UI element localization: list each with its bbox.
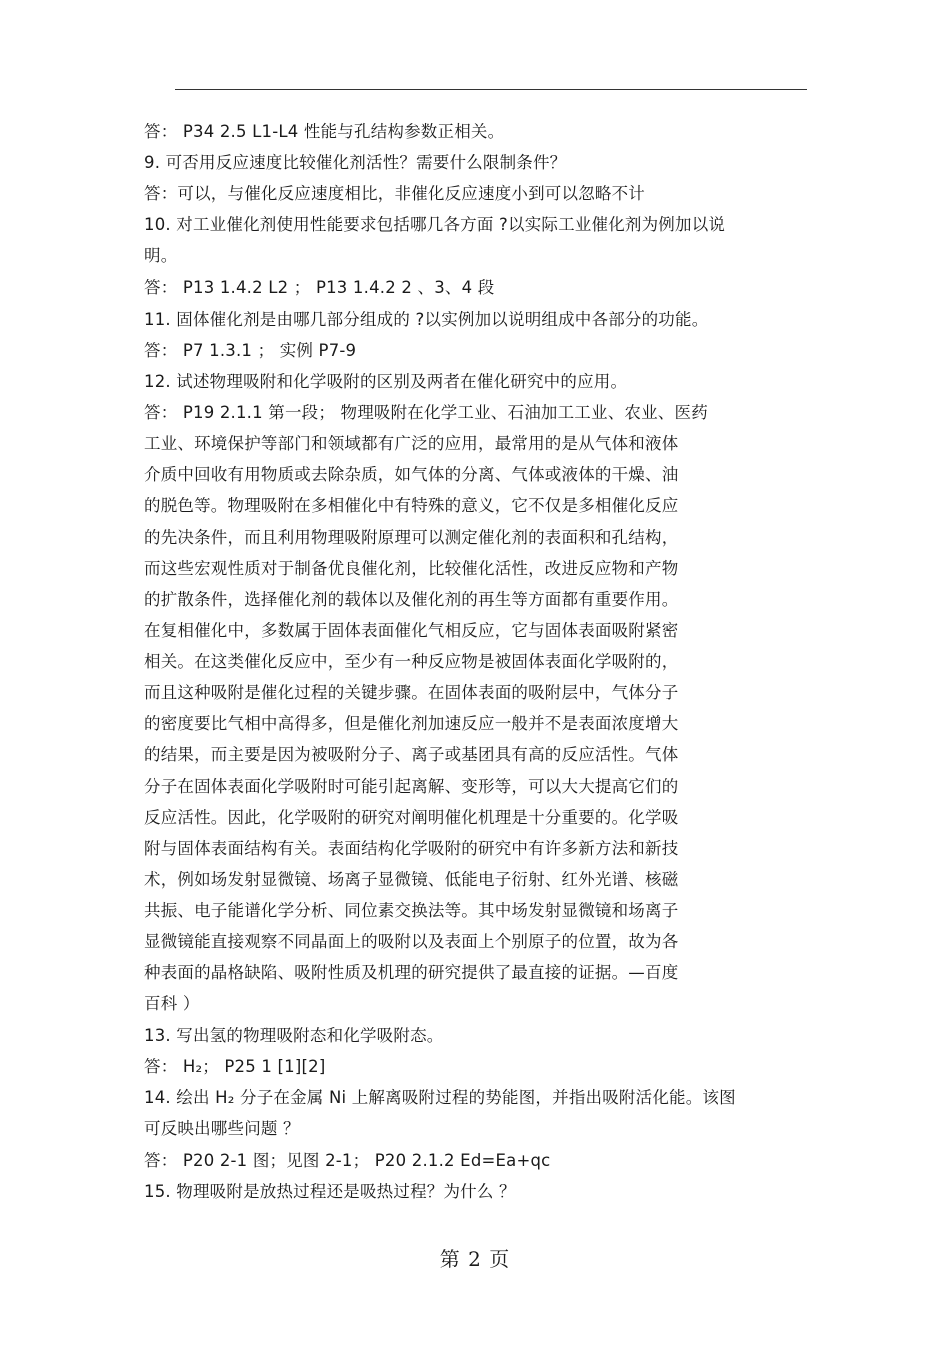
text-line: 在复相催化中，多数属于固体表面催化气相反应，它与固体表面吸附紧密 (144, 621, 679, 640)
text-line: 的密度要比气相中高得多，但是催化剂加速反应一般并不是表面浓度增大 (144, 714, 679, 733)
text-line: 种表面的晶格缺陷、吸附性质及机理的研究提供了最直接的证据。—百度 (144, 963, 679, 982)
text-line: 答： H₂； P25 1 [1][2] (144, 1057, 326, 1076)
text-line: 13. 写出氢的物理吸附态和化学吸附态。 (144, 1026, 444, 1045)
text-line: 12. 试述物理吸附和化学吸附的区别及两者在催化研究中的应用。 (144, 372, 628, 391)
text-line: 的结果，而主要是因为被吸附分子、离子或基团具有高的反应活性。气体 (144, 745, 679, 764)
text-line: 答： P34 2.5 L1-L4 性能与孔结构参数正相关。 (144, 122, 505, 141)
text-line: 答： P13 1.4.2 L2 ； P13 1.4.2 2 、3、4 段 (144, 278, 495, 297)
text-line: 的脱色等。物理吸附在多相催化中有特殊的意义，它不仅是多相催化反应 (144, 496, 679, 515)
text-line: 可反映出哪些问题 ？ (144, 1119, 300, 1138)
header-rule (175, 89, 807, 90)
text-line: 显微镜能直接观察不同晶面上的吸附以及表面上个别原子的位置，故为各 (144, 932, 679, 951)
text-line: 答： P7 1.3.1 ； 实例 P7-9 (144, 341, 357, 360)
text-line: 的先决条件，而且利用物理吸附原理可以测定催化剂的表面积和孔结构， (144, 528, 679, 547)
text-line: 答： P19 2.1.1 第一段； 物理吸附在化学工业、石油加工工业、农业、医药 (144, 403, 708, 422)
text-line: 答：可以，与催化反应速度相比，非催化反应速度小到可以忽略不计 (144, 184, 645, 203)
text-line: 而且这种吸附是催化过程的关键步骤。在固体表面的吸附层中，气体分子 (144, 683, 679, 702)
page-number: 第 2 页 (439, 1247, 511, 1271)
text-line: 9. 可否用反应速度比较催化剂活性？需要什么限制条件？ (144, 153, 567, 172)
text-line: 分子在固体表面化学吸附时可能引起离解、变形等，可以大大提高它们的 (144, 777, 679, 796)
text-line: 而这些宏观性质对于制备优良催化剂，比较催化活性，改进反应物和产物 (144, 559, 679, 578)
text-line: 10. 对工业催化剂使用性能要求包括哪几各方面 ?以实际工业催化剂为例加以说 (144, 215, 726, 234)
text-line: 术，例如场发射显微镜、场离子显微镜、低能电子衍射、红外光谱、核磁 (144, 870, 679, 889)
text-line: 的扩散条件，选择催化剂的载体以及催化剂的再生等方面都有重要作用。 (144, 590, 679, 609)
text-line: 反应活性。因此，化学吸附的研究对阐明催化机理是十分重要的。化学吸 (144, 808, 679, 827)
text-line: 15. 物理吸附是放热过程还是吸热过程？为什么 ？ (144, 1182, 516, 1201)
text-line: 共振、电子能谱化学分析、同位素交换法等。其中场发射显微镜和场离子 (144, 901, 679, 920)
text-line: 工业、环境保护等部门和领域都有广泛的应用，最常用的是从气体和液体 (144, 434, 679, 453)
text-line: 答： P20 2-1 图；见图 2-1； P20 2.1.2 Ed=Ea+qc (144, 1151, 551, 1170)
text-line: 相关。在这类催化反应中，至少有一种反应物是被固体表面化学吸附的， (144, 652, 679, 671)
text-line: 14. 绘出 H₂ 分子在金属 Ni 上解离吸附过程的势能图，并指出吸附活化能。该图 (144, 1088, 736, 1107)
text-line: 百科 ） (144, 994, 200, 1013)
text-line: 介质中回收有用物质或去除杂质，如气体的分离、气体或液体的干燥、油 (144, 465, 679, 484)
text-line: 明。 (144, 246, 178, 265)
text-line: 11. 固体催化剂是由哪几部分组成的 ?以实例加以说明组成中各部分的功能。 (144, 310, 709, 329)
text-line: 附与固体表面结构有关。表面结构化学吸附的研究中有许多新方法和新技 (144, 839, 679, 858)
